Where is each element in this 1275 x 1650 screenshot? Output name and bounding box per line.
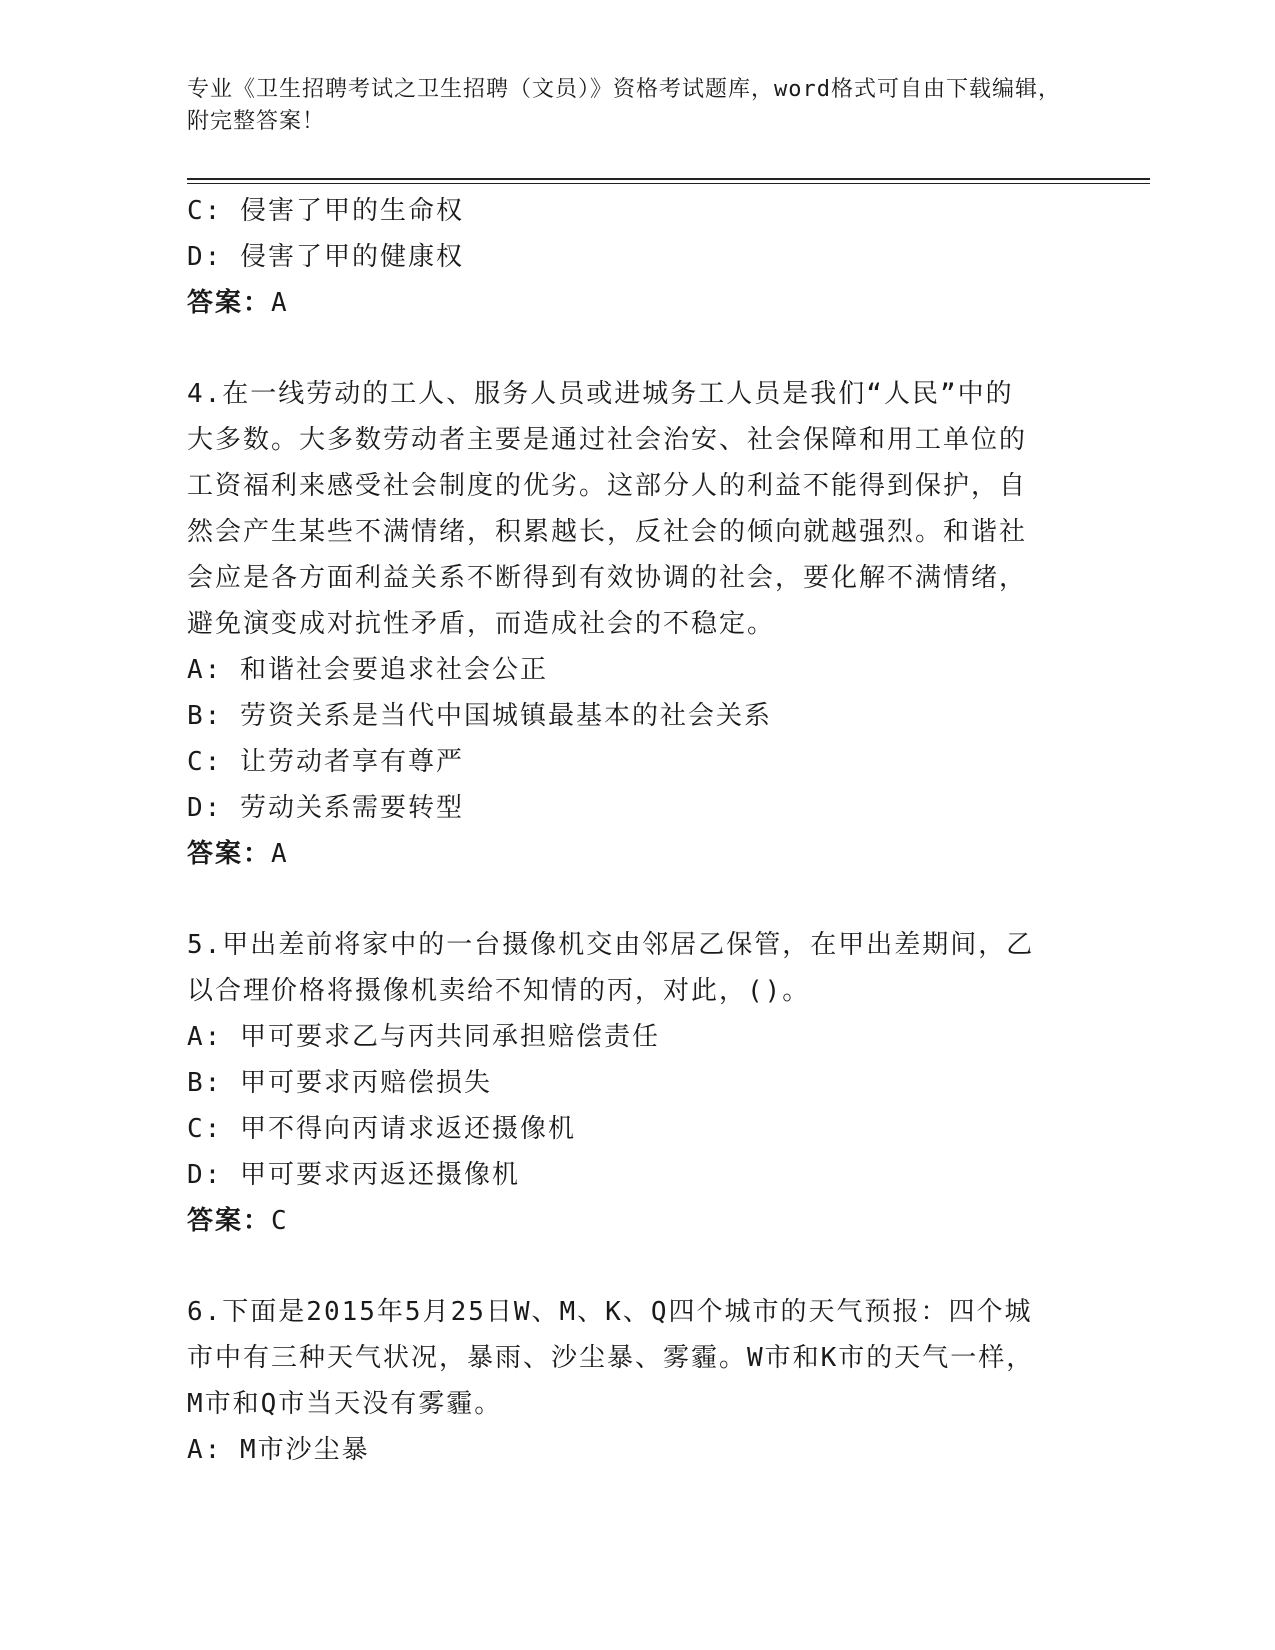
option-label: C: xyxy=(187,196,223,226)
question-stem-line: M市和Q市当天没有雾霾。 xyxy=(187,1389,503,1419)
option-d xyxy=(187,1152,1077,1198)
option-label: A: xyxy=(187,1435,223,1465)
answer-label: 答案： xyxy=(187,839,272,869)
option-label: D: xyxy=(187,793,223,823)
option-label: C: xyxy=(187,1114,223,1144)
answer-label: 答案： xyxy=(187,1206,272,1236)
page-header xyxy=(187,74,1077,138)
question-content xyxy=(187,188,1077,1473)
option-text: 甲可要求丙赔偿损失 xyxy=(239,1068,492,1098)
header-text: 专业《卫生招聘考试之卫生招聘（文员）》资格考试题库，word格式可自由下载编辑，附完整答案！ xyxy=(187,77,1061,134)
option-text: 甲不得向丙请求返还摄像机 xyxy=(239,1114,576,1144)
option-text: 甲可要求丙返还摄像机 xyxy=(239,1160,520,1190)
question-stem-line: 6.下面是2015年5月25日W、M、K、Q四个城市的天气预报：四个城 xyxy=(187,1297,1033,1327)
option-text: 侵害了甲的健康权 xyxy=(239,242,464,272)
answer-line xyxy=(187,831,1077,877)
option-text: 让劳动者享有尊严 xyxy=(239,747,464,777)
option-label: D: xyxy=(187,242,223,272)
option-b xyxy=(187,693,1077,739)
question-carryover xyxy=(187,188,1077,326)
answer-value: A xyxy=(271,288,289,318)
answer-line xyxy=(187,280,1077,326)
question-5 xyxy=(187,922,1077,1244)
option-text: M市沙尘暴 xyxy=(239,1435,370,1465)
question-stem-line: 会应是各方面利益关系不断得到有效协调的社会，要化解不满情绪， xyxy=(187,563,1028,593)
question-stem-line: 然会产生某些不满情绪，积累越长，反社会的倾向就越强烈。和谐社 xyxy=(187,517,1028,547)
option-label: A: xyxy=(187,1022,223,1052)
option-c xyxy=(187,188,1077,234)
option-a xyxy=(187,1427,1077,1473)
question-stem-line: 以合理价格将摄像机卖给不知情的丙，对此，()。 xyxy=(187,976,811,1006)
option-label: B: xyxy=(187,1068,223,1098)
option-label: A: xyxy=(187,655,223,685)
option-text: 甲可要求乙与丙共同承担赔偿责任 xyxy=(239,1022,660,1052)
question-stem-line: 市中有三种天气状况，暴雨、沙尘暴、雾霾。W市和K市的天气一样， xyxy=(187,1343,1035,1373)
question-stem-line: 避免演变成对抗性矛盾，而造成社会的不稳定。 xyxy=(187,609,776,639)
option-text: 劳资关系是当代中国城镇最基本的社会关系 xyxy=(239,701,772,731)
answer-value: C xyxy=(271,1206,289,1236)
header-divider xyxy=(187,178,1150,184)
option-label: D: xyxy=(187,1160,223,1190)
question-4 xyxy=(187,371,1077,877)
option-a xyxy=(187,647,1077,693)
answer-value: A xyxy=(271,839,289,869)
option-c xyxy=(187,739,1077,785)
option-text: 和谐社会要追求社会公正 xyxy=(239,655,548,685)
option-text: 劳动关系需要转型 xyxy=(239,793,464,823)
option-label: C: xyxy=(187,747,223,777)
spacer xyxy=(187,1244,1077,1289)
question-stem-line: 工资福利来感受社会制度的优劣。这部分人的利益不能得到保护，自 xyxy=(187,471,1028,501)
question-stem-line: 5.甲出差前将家中的一台摄像机交由邻居乙保管，在甲出差期间，乙 xyxy=(187,930,1035,960)
spacer xyxy=(187,877,1077,922)
option-d xyxy=(187,234,1077,280)
option-c xyxy=(187,1106,1077,1152)
question-stem-line: 大多数。大多数劳动者主要是通过社会治安、社会保障和用工单位的 xyxy=(187,425,1028,455)
question-stem-line: 4.在一线劳动的工人、服务人员或进城务工人员是我们“人民”中的 xyxy=(187,379,1014,409)
option-text: 侵害了甲的生命权 xyxy=(239,196,464,226)
answer-line xyxy=(187,1198,1077,1244)
question-6 xyxy=(187,1289,1077,1473)
option-d xyxy=(187,785,1077,831)
option-a xyxy=(187,1014,1077,1060)
spacer xyxy=(187,326,1077,371)
option-label: B: xyxy=(187,701,223,731)
option-b xyxy=(187,1060,1077,1106)
answer-label: 答案： xyxy=(187,288,272,318)
